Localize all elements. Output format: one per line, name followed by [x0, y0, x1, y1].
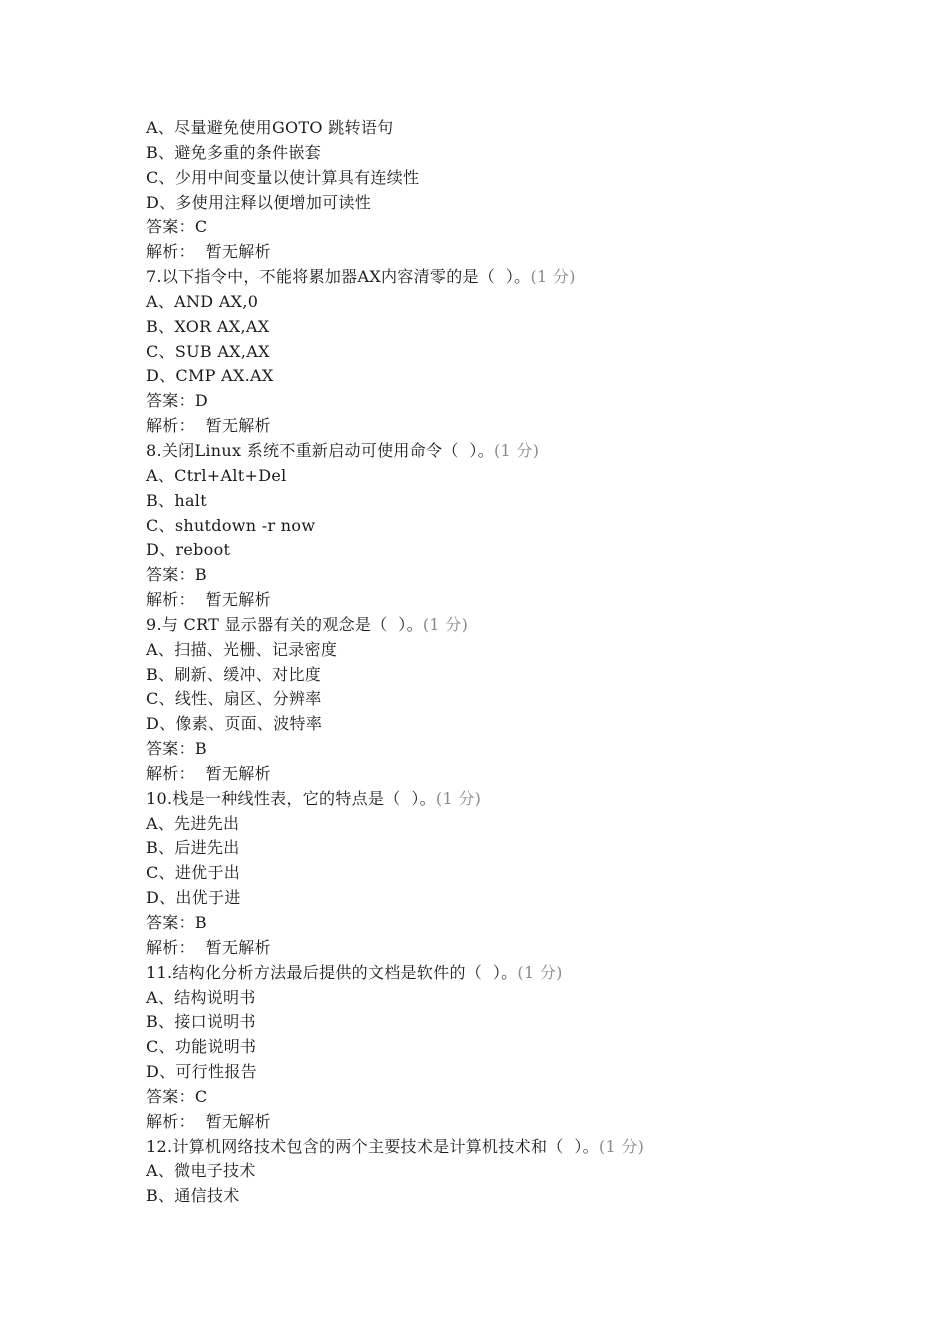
option-d: D、多使用注释以便增加可读性 [146, 192, 372, 212]
option-b: B、接口说明书 [146, 1012, 256, 1032]
answer: 答案：D [146, 391, 209, 411]
answer: 答案：C [146, 217, 208, 237]
option-c: C、线性、扇区、分辨率 [146, 689, 322, 709]
option-a: A、尽量避免使用GOTO 跳转语句 [146, 118, 394, 137]
question-text: 9.与 CRT 显示器有关的观念是（ ）。 [146, 614, 423, 634]
option-a: A、AND AX,0 [146, 291, 259, 311]
option-d: D、reboot [146, 540, 231, 560]
answer: 答案：B [146, 565, 207, 585]
question-score: (1 分) [598, 1136, 645, 1156]
option-d: D、像素、页面、波特率 [146, 714, 323, 734]
option-a: A、扫描、光栅、记录密度 [146, 639, 338, 659]
option-b: B、避免多重的条件嵌套 [146, 142, 322, 162]
option-c: C、SUB AX,AX [146, 341, 270, 361]
analysis: 解析： 暂无解析 [146, 416, 271, 436]
analysis: 解析： 暂无解析 [146, 763, 271, 783]
question-stem [146, 787, 906, 812]
analysis: 解析： 暂无解析 [146, 937, 271, 957]
question-text: 11.结构化分析方法最后提供的文档是软件的（ ）。 [146, 962, 518, 982]
question-text: 12.计算机网络技术包含的两个主要技术是计算机技术和（ ）。 [146, 1136, 599, 1156]
analysis: 解析： 暂无解析 [146, 242, 271, 262]
question-score: (1 分) [422, 614, 469, 634]
option-a: A、先进先出 [146, 813, 240, 833]
question-stem [146, 613, 906, 638]
question-stem [146, 265, 906, 290]
option-b: B、刷新、缓冲、对比度 [146, 664, 322, 684]
answer: 答案：B [146, 739, 207, 759]
question-block-11 [146, 961, 906, 1135]
option-a: A、微电子技术 [146, 1161, 256, 1181]
option-b: B、halt [146, 490, 207, 510]
answer: 答案：C [146, 1086, 208, 1106]
question-text: 7.以下指令中，不能将累加器AX内容清零的是（ ）。 [146, 267, 531, 287]
option-c: C、shutdown -r now [146, 515, 316, 535]
question-text: 8.关闭Linux 系统不重新启动可使用命令（ ）。 [146, 440, 494, 460]
option-d: D、可行性报告 [146, 1062, 257, 1082]
question-list [146, 116, 906, 1209]
question-score: (1 分) [530, 267, 576, 287]
question-stem [146, 1135, 906, 1160]
question-block-9 [146, 613, 906, 787]
question-stem [146, 961, 906, 986]
question-block-7 [146, 265, 906, 439]
option-d: D、出优于进 [146, 888, 241, 908]
option-c: C、功能说明书 [146, 1037, 257, 1057]
question-block-8 [146, 439, 906, 613]
question-block-12 [146, 1135, 906, 1210]
question-block-10 [146, 787, 906, 961]
option-b: B、XOR AX,AX [146, 316, 270, 336]
option-c: C、少用中间变量以使计算具有连续性 [146, 167, 420, 187]
option-a: A、结构说明书 [146, 987, 256, 1007]
option-d: D、CMP AX.AX [146, 366, 274, 386]
answer: 答案：B [146, 913, 207, 932]
question-stem [146, 439, 906, 464]
option-b: B、通信技术 [146, 1186, 240, 1206]
question-score: (1 分) [494, 440, 540, 460]
option-a: A、Ctrl+Alt+Del [146, 465, 287, 485]
analysis: 解析： 暂无解析 [146, 1111, 271, 1131]
analysis: 解析： 暂无解析 [146, 590, 271, 610]
option-b: B、后进先出 [146, 838, 240, 858]
question-text: 10.栈是一种线性表，它的特点是（ ）。 [146, 788, 436, 808]
question-score: (1 分) [517, 962, 563, 982]
question-block-6-continued [146, 116, 906, 265]
option-c: C、进优于出 [146, 863, 241, 883]
question-score: (1 分) [435, 788, 482, 808]
